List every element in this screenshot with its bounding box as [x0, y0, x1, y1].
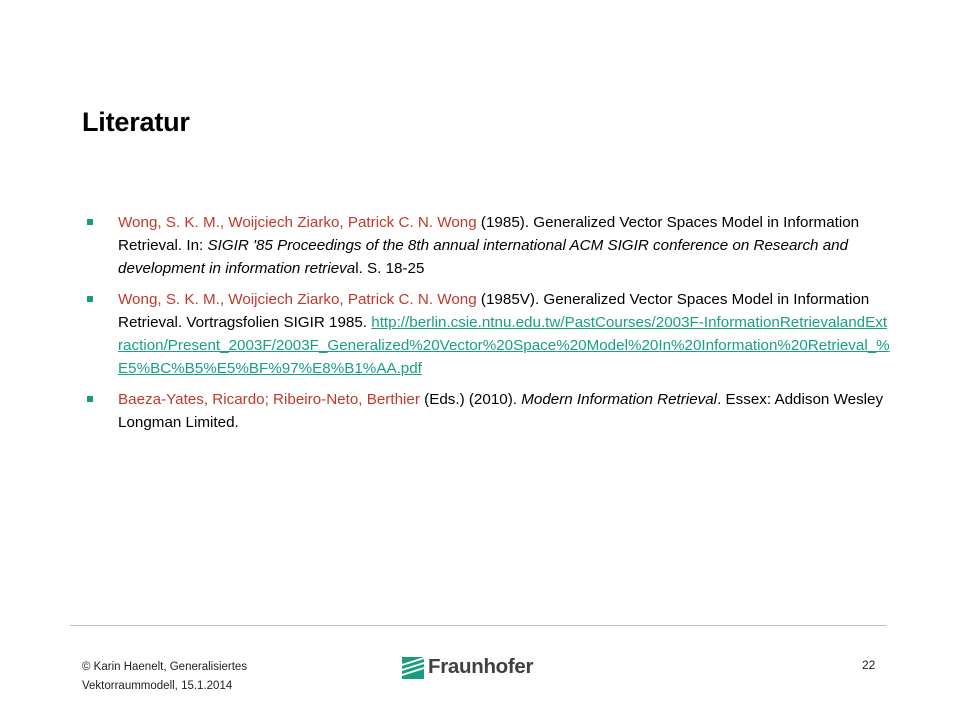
- bullet-icon: [87, 396, 93, 402]
- fraunhofer-logo-text: Fraunhofer: [428, 655, 534, 678]
- footer-copyright-line1: © Karin Haenelt, Generalisiertes: [82, 661, 248, 673]
- reference-authors: Baeza-Yates, Ricardo; Ribeiro-Neto, Berthier: [118, 391, 420, 408]
- fraunhofer-logo: [402, 655, 533, 679]
- fraunhofer-logo-icon: [402, 655, 424, 679]
- reference-link[interactable]: http://berlin.csie.ntnu.edu.tw/PastCourses/2003F-InformationRetrievalandExtraction/Present_2003F/2003F_Generalized%20Vector%20Space%20Model%20In%20Information%20Retrieval_%E5%BC%B5%E5%BF%97%E8%B1%AA.pdf: [118, 314, 890, 377]
- bullet-icon: [87, 219, 93, 225]
- footer-divider: [70, 625, 886, 626]
- reference-text: (Eds.) (2010).: [419, 391, 522, 408]
- reference-list: [82, 211, 892, 442]
- reference-source: Modern Information Retrieval: [521, 391, 718, 408]
- page-number: 22: [862, 658, 876, 672]
- bullet-icon: [87, 296, 93, 302]
- footer-copyright-line2: Vektorraummodell, 15.1.2014: [82, 680, 233, 692]
- reference-source: SIGIR '85 Proceedings of the 8th annual international ACM SIGIR conference on Research and development in information retrieva: [118, 237, 849, 277]
- reference-item: [82, 388, 892, 434]
- reference-authors: Wong, S. K. M., Woijciech Ziarko, Patrick C. N. Wong: [118, 214, 477, 231]
- footer-copyright: [82, 658, 282, 696]
- reference-text-tail: . Essex: Addison Wesley Longman Limited.: [118, 391, 884, 431]
- reference-item: [82, 211, 892, 280]
- reference-authors: Wong, S. K. M., Woijciech Ziarko, Patrick C. N. Wong: [118, 291, 477, 308]
- reference-item: [82, 288, 892, 380]
- reference-text-tail: l. S. 18-25: [355, 260, 425, 277]
- reference-text: (1985V). Generalized Vector Spaces Model in Information Retrieval. Vortragsfolien SIGIR 1985.: [118, 291, 870, 331]
- reference-text: (1985). Generalized Vector Spaces Model in Information Retrieval. In:: [118, 214, 860, 254]
- slide-title: Literatur: [82, 107, 190, 137]
